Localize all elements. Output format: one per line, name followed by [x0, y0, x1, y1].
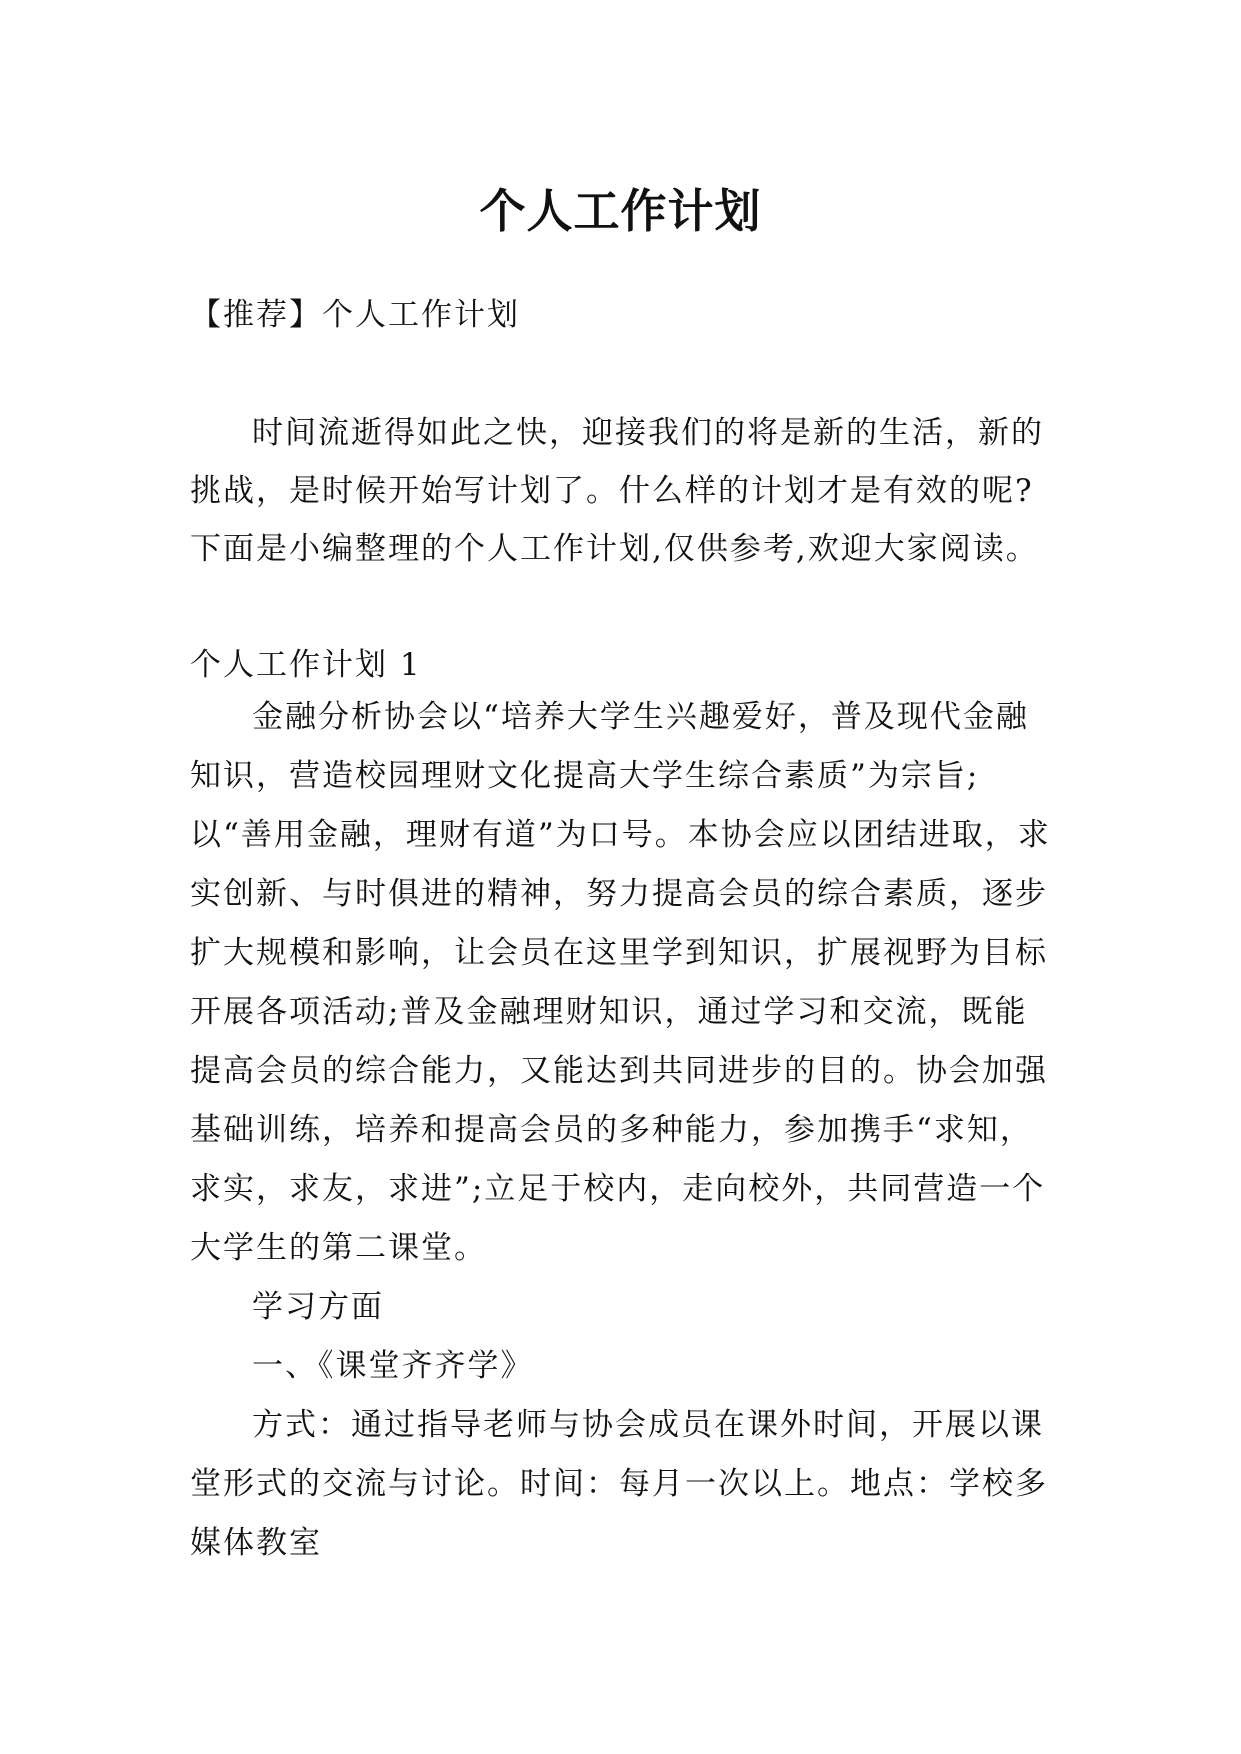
document-title: 个人工作计划 — [479, 183, 762, 238]
body-paragraph-method: 方式：通过指导老师与协会成员在课外时间，开展以课堂形式的交流与讨论。时间：每月一次以上。地点：学校多媒体教室 — [190, 1407, 1048, 1561]
document-subtitle: 【推荐】个人工作计划 — [190, 297, 520, 333]
intro-paragraph: 时间流逝得如此之快，迎接我们的将是新的生活，新的挑战，是时候开始写计划了。什么样的计划才是有效的呢?下面是小编整理的个人工作计划,仅供参考,欢迎大家阅读。 — [190, 415, 1044, 567]
section-heading: 个人工作计划 1 — [190, 647, 422, 683]
body-paragraph-association: 金融分析协会以“培养大学生兴趣爱好，普及现代金融知识，营造校园理财文化提高大学生综合素质”为宗旨;以“善用金融，理财有道”为口号。本协会应以团结进取，求实创新、与时俱进的精神，努力提高会员的综合素质，逐步扩大规模和影响，让会员在这里学到知识，扩展视野为目标开展各项活动;普及金融理财知识，通过学习和交流，既能提高会员的综合能力，又能达到共同进步的目的。协会加强基础训练，培养和提高会员的多种能力，参加携手“求知，求实，求友，求进”;立足于校内，走向校外，共同营造一个大学生的第二课堂。 — [190, 699, 1051, 1266]
body-paragraph-classroom: 一、《课堂齐齐学》 — [252, 1348, 534, 1384]
body-paragraph-study: 学习方面 — [252, 1289, 384, 1325]
